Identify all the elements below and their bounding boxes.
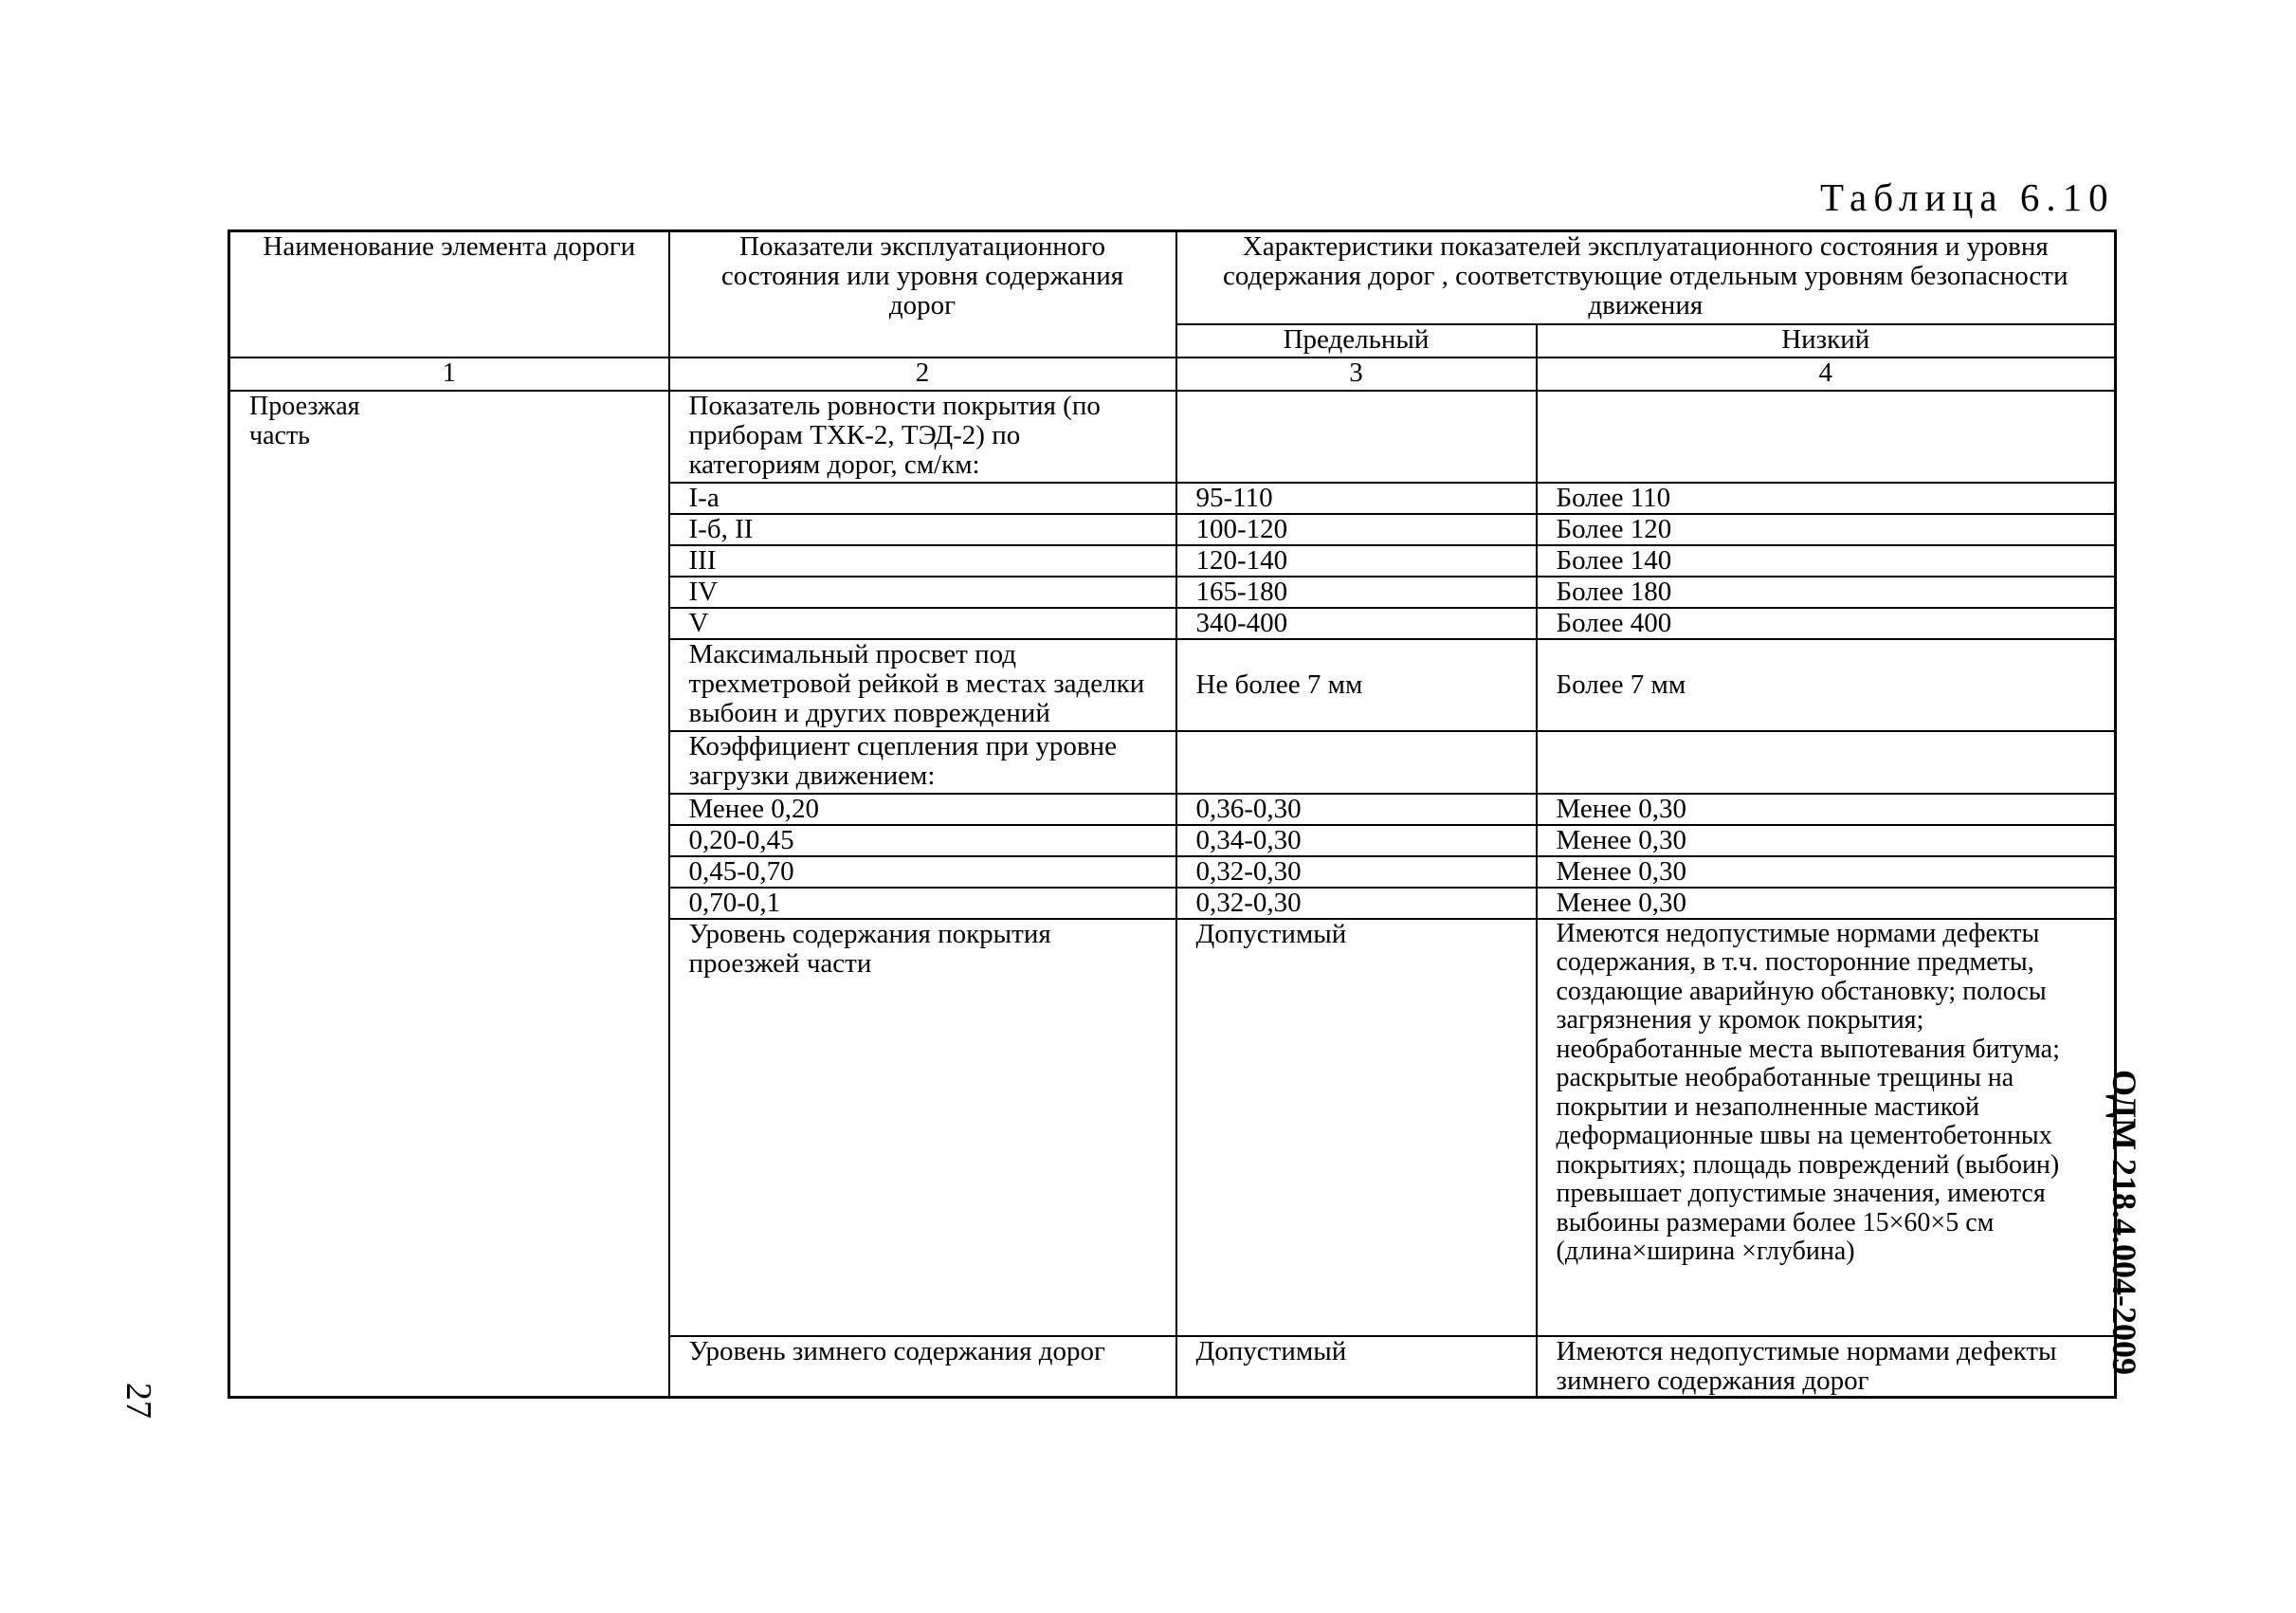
table-caption: Таблица 6.10 [1820,175,2115,219]
table-row [229,391,2116,483]
indicator-cell: Показатель ровности покрытия (по приборам ТХК-2, ТЭД-2) по категориям дорог, см/км: [669,391,1176,483]
indicator-cell: I-б, II [669,514,1176,545]
low-cell: Более 180 [1537,577,2116,608]
limit-cell [1176,391,1537,483]
limit-cell: Не более 7 мм [1176,639,1537,731]
header-low-level: Низкий [1537,324,2116,357]
element-name-cell: Проезжая часть [229,391,669,1398]
column-number-4: 4 [1537,357,2116,391]
indicator-cell: Менее 0,20 [669,794,1176,825]
limit-cell [1176,731,1537,794]
low-cell: Более 110 [1537,483,2116,514]
limit-cell: 120-140 [1176,545,1537,577]
limit-cell: 340-400 [1176,608,1537,639]
low-cell: Менее 0,30 [1537,888,2116,919]
limit-cell: 95-110 [1176,483,1537,514]
indicator-cell: Уровень содержания покрытия проезжей части [669,919,1176,1336]
limit-cell: Допустимый [1176,1336,1537,1398]
limit-cell: 0,32-0,30 [1176,856,1537,888]
low-cell: Имеются недопустимые нормами дефекты зимнего содержания дорог [1537,1336,2116,1398]
low-cell: Более 120 [1537,514,2116,545]
limit-cell: 165-180 [1176,577,1537,608]
indicator-cell: IV [669,577,1176,608]
column-number-2: 2 [669,357,1176,391]
indicator-cell: I-а [669,483,1176,514]
indicator-cell: Максимальный просвет под трехметровой рейкой в местах заделки выбоин и других повреждений [669,639,1176,731]
header-element-name: Наименование элемента дороги [229,231,669,357]
low-cell: Имеются недопустимые нормами дефекты содержания, в т.ч. посторонние предметы, создающие аварийную обстановку; полосы загрязнения у кромок покрытия; необработанные места выпотевания битума; раскрытые необработанные трещины на покрытии и незаполненные мастикой деформационные швы на цементобетонных покрытиях; площадь повреждений (выбоин) превышает допустимые значения, имеются выбоины размерами более 15×60×5 см (длина×ширина ×глубина) [1537,919,2116,1336]
limit-cell: 0,32-0,30 [1176,888,1537,919]
indicator-cell: 0,70-0,1 [669,888,1176,919]
low-cell: Менее 0,30 [1537,856,2116,888]
document-code: ОДМ 218.4.004-2009 [2105,1070,2143,1375]
indicator-cell: Коэффициент сцепления при уровне загрузки движением: [669,731,1176,794]
header-characteristics: Характеристики показателей эксплуатационного состояния и уровня содержания дорог , соответствующие отдельным уровням безопасности движения [1176,231,2116,324]
low-cell: Более 400 [1537,608,2116,639]
low-cell: Более 140 [1537,545,2116,577]
indicator-cell: III [669,545,1176,577]
indicator-cell: Уровень зимнего содержания дорог [669,1336,1176,1398]
limit-cell: Допустимый [1176,919,1537,1336]
header-indicators: Показатели эксплуатационного состояния или уровня содержания дорог [669,231,1176,357]
column-number-1: 1 [229,357,669,391]
header-limit-level: Предельный [1176,324,1537,357]
page-number: 27 [118,1383,158,1419]
indicator-cell: 0,45-0,70 [669,856,1176,888]
limit-cell: 100-120 [1176,514,1537,545]
low-cell: Более 7 мм [1537,639,2116,731]
indicator-cell: V [669,608,1176,639]
limit-cell: 0,34-0,30 [1176,825,1537,856]
limit-cell: 0,36-0,30 [1176,794,1537,825]
indicators-table [228,229,2117,1399]
low-cell [1537,391,2116,483]
low-cell: Менее 0,30 [1537,825,2116,856]
indicator-cell: 0,20-0,45 [669,825,1176,856]
low-cell [1537,731,2116,794]
low-cell: Менее 0,30 [1537,794,2116,825]
column-number-3: 3 [1176,357,1537,391]
